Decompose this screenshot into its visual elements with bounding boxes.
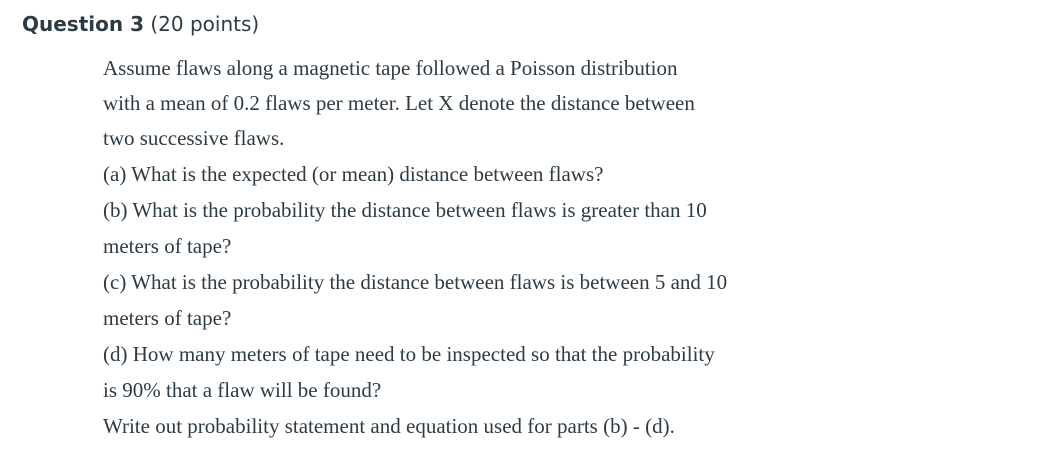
question-points: (20 points) <box>143 12 260 36</box>
part-d-text: (d) How many meters of tape need to be inspected so that the probability <box>103 342 715 366</box>
part-b-text: (b) What is the probability the distance between flaws is greater than 10 <box>103 198 707 222</box>
instructions-text: Write out probability statement and equation used for parts (b) - (d). <box>103 414 675 438</box>
question-text <box>103 50 843 444</box>
question-line: with a mean of 0.2 flaws per meter. Let X denote the distance between <box>103 91 695 115</box>
question-line: meters of tape? <box>103 306 232 330</box>
question-line: two successive flaws. <box>103 126 285 150</box>
part-a-text: (a) What is the expected (or mean) distance between flaws? <box>103 162 604 186</box>
question-header <box>22 10 259 38</box>
part-c-text: (c) What is the probability the distance between flaws is between 5 and 10 <box>103 270 728 294</box>
question-line: Assume flaws along a magnetic tape followed a Poisson distribution <box>103 56 678 80</box>
question-line: is 90% that a flaw will be found? <box>103 378 382 402</box>
question-title: Question 3 <box>22 12 144 36</box>
question-line: meters of tape? <box>103 234 232 258</box>
